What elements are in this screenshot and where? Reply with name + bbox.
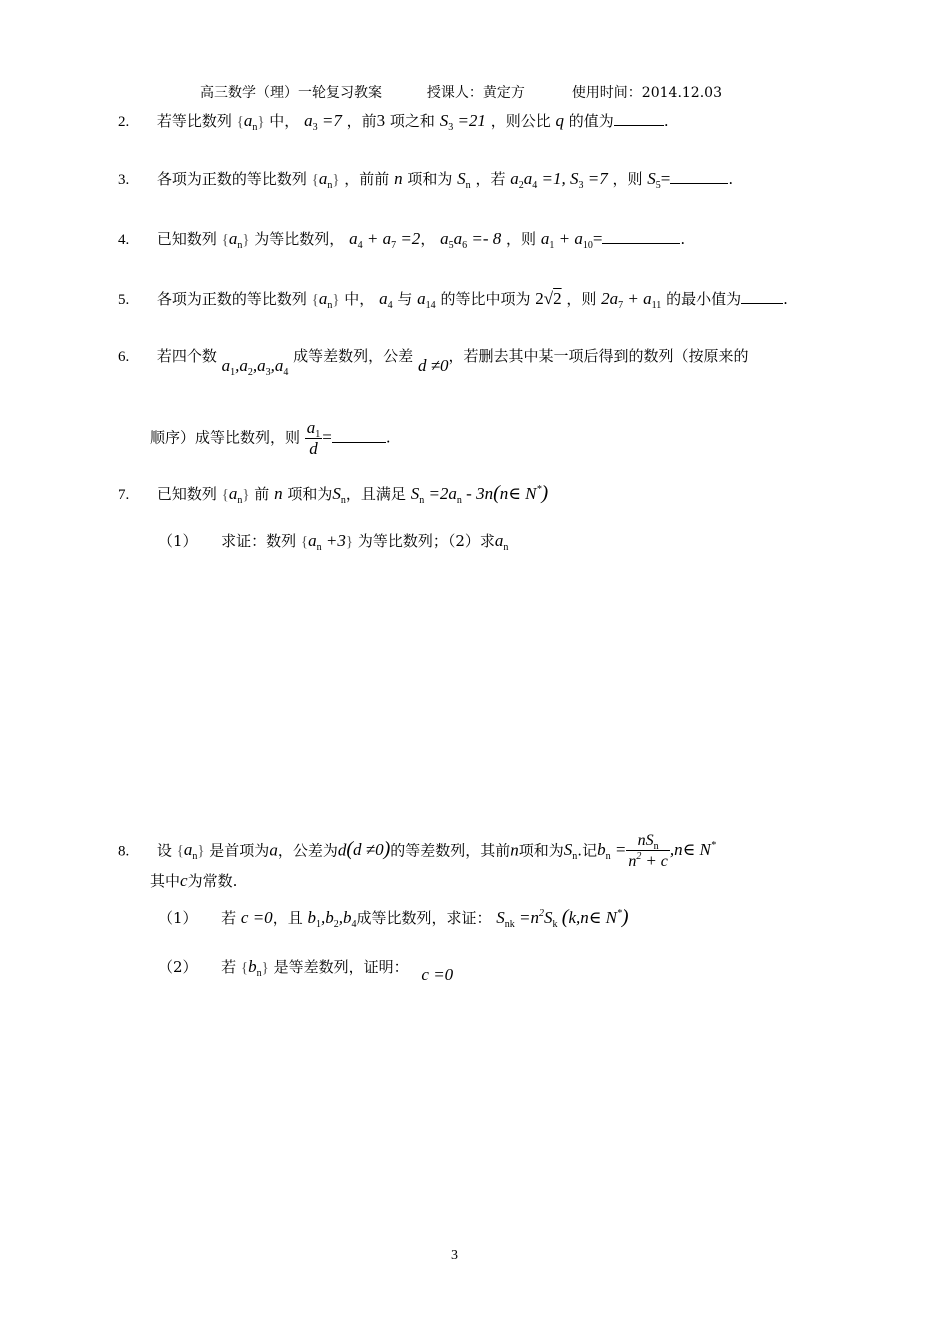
header-teacher: 授课人：黄定方 bbox=[426, 85, 525, 101]
problem-7 bbox=[118, 482, 548, 505]
problem-number: 2. bbox=[118, 114, 130, 130]
math-expr: $2a_7 + a_{11}$ bbox=[601, 289, 662, 311]
problem-text: 是首项为 bbox=[209, 841, 270, 860]
math-bn-def: $b_n$ = $\frac{nS_n}{n^2 + c}$ ,n∈ N* bbox=[597, 832, 716, 870]
problem-text: 与 bbox=[397, 290, 413, 308]
math-a4: $a_4$ bbox=[379, 289, 393, 311]
math-a14: $a_{14}$ bbox=[417, 289, 436, 311]
math-sequence-an: $\{a_n\}$ bbox=[221, 484, 250, 506]
problem-text: 各项为正数的等比数列 bbox=[156, 290, 307, 308]
answer-blank[interactable] bbox=[332, 428, 386, 443]
math-n: n bbox=[510, 840, 519, 860]
problem-text: ，若删去其中某一项后得到的数列（按原来的 bbox=[448, 347, 749, 365]
problem-text: ，且满足 bbox=[345, 485, 406, 503]
problem-text: 已知数列 bbox=[156, 230, 217, 248]
math-sn: $S_n$ bbox=[457, 169, 471, 191]
math-c-zero: c =0 bbox=[240, 908, 273, 927]
problem-text: 求证：数列 bbox=[221, 532, 297, 550]
math-s5: $S_5$ bbox=[647, 169, 661, 191]
problem-text: 前 bbox=[254, 485, 270, 503]
problem-6 bbox=[118, 345, 749, 378]
problem-text: ，则公比 bbox=[490, 112, 551, 130]
problem-text: 的等差数列，其前 bbox=[390, 841, 511, 860]
problem-2 bbox=[118, 110, 669, 131]
math-sequence-an: $\{a_n\}$ bbox=[311, 289, 340, 311]
problem-text: 是等差数列，证明： bbox=[273, 958, 409, 976]
problem-number: 3. bbox=[118, 172, 130, 188]
math-c: c bbox=[180, 871, 188, 890]
math-sequence-an: $\{a_n\}$ bbox=[176, 840, 205, 863]
problem-text: ， bbox=[420, 230, 436, 248]
period: . bbox=[728, 170, 734, 188]
math-four-terms: $a_1,a_2,a_3,a_4$ bbox=[221, 356, 289, 378]
math-fraction-a1-over-d: $\frac{a_1}{d}$ bbox=[306, 418, 321, 458]
page-header bbox=[200, 82, 722, 102]
problem-text: 顺序）成等比数列，则 bbox=[150, 428, 301, 447]
problem-number: 5. bbox=[118, 292, 130, 308]
problem-3: 3. 各项为正数的等比数列 $\{a_n\}$ ，前前 n 项和为 $S_n$ ，若 $a_2a_4 =1$, $S_3 =7$ ，则 $S_5=$ . bbox=[118, 169, 734, 191]
problem-text: 项和为 bbox=[287, 485, 333, 503]
answer-blank[interactable] bbox=[602, 229, 680, 244]
problem-text: 的等比中项为 bbox=[440, 290, 531, 308]
subpart-label: （1） bbox=[158, 532, 198, 550]
problem-text: 若四个数 bbox=[156, 347, 217, 365]
math-d-nonzero: d ≠0 bbox=[417, 356, 449, 375]
math-an: $a_n$ bbox=[494, 531, 509, 553]
answer-blank[interactable] bbox=[670, 169, 728, 184]
problem-text: 项之和 bbox=[389, 112, 435, 130]
math-2sqrt2: 2√2 bbox=[535, 289, 562, 308]
period: . bbox=[663, 112, 669, 130]
subpart-label: （1） bbox=[158, 909, 198, 927]
math-cond2: $a_5a_6 =- 8$ bbox=[440, 229, 502, 251]
problem-text: ，前 bbox=[346, 112, 377, 130]
math-d-nonzero: (d ≠0) bbox=[346, 838, 391, 861]
math-sequence-bn: $\{b_n\}$ bbox=[240, 957, 269, 979]
math-sn: $S_n$ bbox=[563, 840, 578, 863]
problem-text: 其中 bbox=[150, 872, 181, 890]
problem-text: ，则 bbox=[612, 170, 643, 188]
problem-text: 若等比数列 bbox=[156, 112, 232, 130]
problem-text: 已知数列 bbox=[156, 485, 217, 503]
problem-8-subpart-2 bbox=[158, 956, 454, 984]
problem-text: 若 bbox=[221, 958, 237, 976]
math-a3: $a_3 =7$ bbox=[304, 111, 342, 133]
problem-6-line2: 顺序）成等比数列，则 $\frac{a_1}{d}$ = . bbox=[150, 418, 391, 458]
math-cond1: $a_4 + a_7 =2$ bbox=[349, 229, 421, 251]
problem-text: 为等比数列；（2）求 bbox=[357, 532, 495, 550]
problem-8-subpart-1 bbox=[158, 906, 629, 929]
math-n: n bbox=[394, 169, 403, 188]
problem-number: 4. bbox=[118, 232, 130, 248]
math-sn-formula: $S_n =2a_n$ - 3n(n∈ N*) bbox=[410, 482, 549, 506]
math-3: 3 bbox=[376, 111, 386, 130]
problem-text: 为常数. bbox=[187, 872, 238, 890]
subpart-label: （2） bbox=[158, 958, 198, 976]
problem-4: 4. 已知数列 $\{a_n\}$ 为等比数列， $a_4 + a_7 =2$， $a_5a_6 =- 8$ ，则 $a_1 + a_{10}=$ . bbox=[118, 229, 686, 251]
period: . bbox=[783, 290, 788, 308]
problem-8-line2 bbox=[150, 870, 237, 891]
problem-text: ，公差为 bbox=[277, 841, 338, 860]
problem-text: 各项为正数的等比数列 bbox=[156, 170, 307, 188]
math-n: n bbox=[274, 484, 283, 503]
problem-text: 成等比数列，求证： bbox=[356, 909, 492, 927]
page-number: 3 bbox=[451, 1248, 458, 1263]
problem-text: ，前前 bbox=[344, 170, 390, 188]
problem-text: 的最小值为 bbox=[666, 290, 742, 308]
problem-text: 设 bbox=[156, 841, 172, 860]
math-condition: $a_2a_4 =1$, $S_3 =7$ bbox=[510, 169, 608, 191]
math-d: d bbox=[337, 840, 347, 860]
problem-text: 中， bbox=[344, 290, 375, 308]
header-date: 使用时间：2014.12.03 bbox=[571, 85, 722, 101]
problem-text: .记 bbox=[577, 841, 598, 860]
math-an-plus-3: $\{a_n +3\}$ bbox=[300, 531, 354, 553]
problem-text: 项和为 bbox=[407, 170, 453, 188]
problem-7-subparts bbox=[158, 530, 508, 551]
problem-text: ，且 bbox=[272, 909, 303, 927]
period: . bbox=[680, 230, 686, 248]
problem-text: ，则 bbox=[506, 230, 537, 248]
math-b-terms: $b_1,b_2,b_4$ bbox=[307, 908, 357, 930]
answer-blank[interactable] bbox=[614, 111, 664, 126]
problem-8 bbox=[118, 832, 716, 871]
math-sequence-an: $\{a_n\}$ bbox=[221, 229, 250, 251]
math-s3: $S_3 =21$ bbox=[439, 111, 486, 133]
problem-text: 若 bbox=[221, 909, 237, 927]
problem-text: 的值为 bbox=[568, 112, 614, 130]
math-c-zero: c =0 bbox=[421, 965, 454, 984]
problem-number: 6. bbox=[118, 349, 130, 365]
answer-blank[interactable] bbox=[741, 289, 783, 304]
math-snk-formula: $S_{nk} =n^2S_k$ (k,n∈ N*) bbox=[496, 906, 629, 930]
math-sn: $S_n$ bbox=[332, 484, 346, 506]
problem-5 bbox=[118, 288, 788, 309]
problem-text: 为等比数列， bbox=[254, 230, 345, 248]
math-q: q bbox=[555, 111, 565, 130]
problem-text: 中， bbox=[269, 112, 300, 130]
problem-text: ，若 bbox=[475, 170, 506, 188]
problem-text: 项和为 bbox=[518, 841, 564, 860]
math-a: a bbox=[269, 840, 278, 860]
problem-text: 成等差数列，公差 bbox=[293, 347, 414, 365]
period: . bbox=[385, 428, 391, 447]
math-sequence-an: $\{a_n\}$ bbox=[236, 111, 265, 133]
problem-number: 8. bbox=[118, 843, 130, 860]
math-sequence-an: $\{a_n\}$ bbox=[311, 169, 340, 191]
math-target: $a_1 + a_{10}$ bbox=[540, 229, 593, 251]
problem-text: ，则 bbox=[566, 290, 597, 308]
header-course: 高三数学（理）一轮复习教案 bbox=[200, 85, 382, 101]
problem-number: 7. bbox=[118, 487, 130, 503]
